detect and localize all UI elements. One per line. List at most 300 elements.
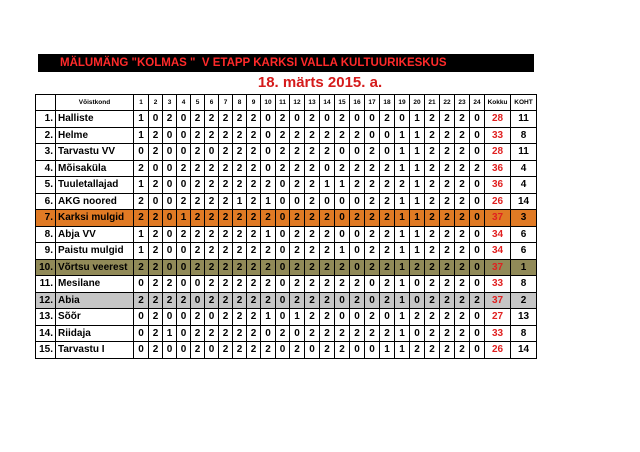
row-number: 13.: [36, 309, 56, 326]
score-cell: 2: [247, 210, 261, 227]
score-cell: 2: [191, 325, 205, 342]
score-cell: 1: [290, 309, 305, 326]
score-cell: 2: [261, 276, 276, 293]
score-cell: 2: [440, 177, 455, 194]
score-cell: 0: [365, 342, 380, 359]
score-cell: 2: [290, 127, 305, 144]
score-cell: 2: [365, 309, 380, 326]
score-cell: 2: [320, 342, 335, 359]
score-cell: 2: [335, 342, 350, 359]
score-cell: 2: [425, 210, 440, 227]
header-round-21: 21: [425, 95, 440, 111]
score-cell: 2: [425, 243, 440, 260]
score-cell: 1: [177, 210, 191, 227]
place: 4: [511, 177, 537, 194]
score-cell: 1: [410, 243, 425, 260]
score-cell: 1: [410, 127, 425, 144]
table-row: [36, 226, 537, 243]
header-round-16: 16: [350, 95, 365, 111]
score-cell: 2: [320, 325, 335, 342]
score-cell: 2: [191, 193, 205, 210]
total-score: 26: [485, 193, 511, 210]
score-cell: 2: [219, 111, 233, 128]
score-cell: 2: [261, 292, 276, 309]
score-cell: 2: [205, 226, 219, 243]
score-cell: 2: [219, 210, 233, 227]
table-row: [36, 292, 537, 309]
score-cell: 2: [335, 276, 350, 293]
score-cell: 0: [470, 193, 485, 210]
score-cell: 1: [163, 325, 177, 342]
score-cell: 2: [233, 177, 247, 194]
score-cell: 2: [440, 144, 455, 161]
score-cell: 2: [233, 342, 247, 359]
event-date: 18. märts 2015. a.: [257, 74, 383, 91]
score-cell: 0: [350, 193, 365, 210]
score-cell: 0: [276, 226, 290, 243]
score-cell: 2: [233, 210, 247, 227]
score-cell: 2: [149, 309, 163, 326]
score-cell: 0: [320, 160, 335, 177]
score-cell: 2: [380, 259, 395, 276]
score-cell: 2: [134, 193, 149, 210]
score-cell: 0: [350, 259, 365, 276]
score-cell: 0: [335, 210, 350, 227]
score-cell: 2: [149, 144, 163, 161]
score-cell: 2: [320, 309, 335, 326]
score-cell: 0: [134, 276, 149, 293]
score-cell: 2: [205, 193, 219, 210]
score-cell: 2: [149, 342, 163, 359]
score-cell: 2: [149, 210, 163, 227]
score-cell: 0: [149, 111, 163, 128]
place: 2: [511, 292, 537, 309]
score-cell: 2: [219, 243, 233, 260]
score-cell: 2: [320, 226, 335, 243]
score-cell: 2: [276, 127, 290, 144]
score-cell: 1: [261, 226, 276, 243]
score-cell: 2: [425, 309, 440, 326]
score-cell: 2: [440, 276, 455, 293]
score-cell: 2: [191, 160, 205, 177]
score-cell: 2: [380, 226, 395, 243]
row-number: 11.: [36, 276, 56, 293]
score-cell: 2: [276, 144, 290, 161]
header-round-18: 18: [380, 95, 395, 111]
score-cell: 2: [149, 259, 163, 276]
score-cell: 2: [425, 127, 440, 144]
table-row: [36, 193, 537, 210]
score-cell: 2: [440, 309, 455, 326]
score-cell: 2: [455, 325, 470, 342]
score-cell: 2: [205, 177, 219, 194]
table-row: [36, 276, 537, 293]
header-round-8: 8: [233, 95, 247, 111]
score-cell: 2: [365, 160, 380, 177]
score-cell: 2: [350, 210, 365, 227]
score-cell: 0: [149, 160, 163, 177]
score-cell: 1: [134, 127, 149, 144]
score-cell: 2: [276, 325, 290, 342]
score-cell: 2: [191, 243, 205, 260]
row-number: 8.: [36, 226, 56, 243]
score-cell: 0: [290, 111, 305, 128]
score-cell: 2: [177, 292, 191, 309]
table-row: [36, 309, 537, 326]
score-cell: 1: [395, 127, 410, 144]
score-cell: 0: [470, 210, 485, 227]
score-cell: 0: [261, 325, 276, 342]
score-cell: 2: [233, 144, 247, 161]
header-round-13: 13: [305, 95, 320, 111]
score-cell: 1: [261, 193, 276, 210]
total-score: 28: [485, 144, 511, 161]
row-number: 15.: [36, 342, 56, 359]
team-name: Tuuletallajad: [56, 177, 134, 194]
score-cell: 2: [247, 259, 261, 276]
score-cell: 1: [380, 342, 395, 359]
score-cell: 2: [163, 292, 177, 309]
score-cell: 2: [365, 226, 380, 243]
place: 1: [511, 259, 537, 276]
score-cell: 1: [134, 111, 149, 128]
header-round-6: 6: [205, 95, 219, 111]
score-cell: 2: [305, 243, 320, 260]
score-cell: 2: [395, 177, 410, 194]
header-round-15: 15: [335, 95, 350, 111]
score-cell: 1: [395, 309, 410, 326]
score-cell: 2: [455, 127, 470, 144]
total-score: 33: [485, 325, 511, 342]
score-cell: 0: [276, 309, 290, 326]
score-cell: 2: [440, 210, 455, 227]
row-number: 5.: [36, 177, 56, 194]
score-cell: 0: [276, 342, 290, 359]
team-name: Halliste: [56, 111, 134, 128]
score-cell: 2: [350, 292, 365, 309]
score-cell: 0: [410, 325, 425, 342]
team-name: Abja VV: [56, 226, 134, 243]
score-cell: 2: [149, 292, 163, 309]
score-cell: 2: [365, 177, 380, 194]
score-cell: 2: [233, 276, 247, 293]
score-cell: 2: [440, 342, 455, 359]
row-number: 12.: [36, 292, 56, 309]
score-cell: 0: [470, 226, 485, 243]
score-cell: 2: [233, 309, 247, 326]
score-cell: 0: [177, 276, 191, 293]
score-cell: 0: [290, 325, 305, 342]
score-cell: 2: [205, 292, 219, 309]
team-name: Helme: [56, 127, 134, 144]
place: 3: [511, 210, 537, 227]
score-cell: 2: [455, 226, 470, 243]
score-cell: 2: [425, 111, 440, 128]
team-name: Abia: [56, 292, 134, 309]
score-cell: 2: [440, 111, 455, 128]
row-number: 1.: [36, 111, 56, 128]
score-cell: 2: [440, 292, 455, 309]
score-cell: 0: [470, 309, 485, 326]
score-cell: 2: [335, 127, 350, 144]
header-round-2: 2: [149, 95, 163, 111]
score-cell: 2: [425, 259, 440, 276]
score-cell: 0: [335, 144, 350, 161]
row-number: 2.: [36, 127, 56, 144]
score-cell: 2: [320, 243, 335, 260]
score-cell: 2: [177, 160, 191, 177]
score-cell: 2: [305, 210, 320, 227]
score-cell: 2: [320, 276, 335, 293]
score-cell: 2: [219, 144, 233, 161]
score-cell: 2: [261, 259, 276, 276]
score-cell: 0: [177, 309, 191, 326]
score-cell: 2: [470, 292, 485, 309]
score-cell: 2: [290, 342, 305, 359]
total-score: 33: [485, 127, 511, 144]
score-cell: 2: [455, 292, 470, 309]
score-cell: 2: [261, 342, 276, 359]
score-cell: 2: [233, 111, 247, 128]
score-cell: 0: [470, 243, 485, 260]
score-cell: 0: [350, 144, 365, 161]
score-cell: 2: [177, 193, 191, 210]
score-cell: 0: [177, 111, 191, 128]
header-round-23: 23: [455, 95, 470, 111]
score-cell: 2: [149, 276, 163, 293]
score-cell: 1: [410, 177, 425, 194]
score-cell: 2: [425, 325, 440, 342]
score-cell: 2: [233, 325, 247, 342]
score-cell: 2: [440, 193, 455, 210]
score-cell: 2: [305, 309, 320, 326]
score-cell: 2: [219, 325, 233, 342]
score-cell: 2: [247, 177, 261, 194]
score-cell: 2: [425, 144, 440, 161]
row-number: 7.: [36, 210, 56, 227]
score-cell: 0: [380, 144, 395, 161]
score-cell: 2: [149, 177, 163, 194]
score-cell: 2: [247, 342, 261, 359]
score-cell: 2: [305, 127, 320, 144]
score-cell: 2: [290, 144, 305, 161]
score-cell: 2: [380, 243, 395, 260]
score-cell: 2: [335, 160, 350, 177]
score-cell: 2: [191, 177, 205, 194]
score-cell: 2: [290, 243, 305, 260]
score-cell: 1: [395, 276, 410, 293]
total-score: 36: [485, 160, 511, 177]
score-cell: 0: [335, 226, 350, 243]
score-cell: 2: [191, 144, 205, 161]
score-cell: 0: [470, 276, 485, 293]
score-cell: 0: [335, 292, 350, 309]
score-cell: 2: [233, 292, 247, 309]
score-cell: 2: [219, 342, 233, 359]
score-cell: 0: [205, 309, 219, 326]
score-cell: 2: [247, 309, 261, 326]
score-cell: 1: [395, 193, 410, 210]
place: 13: [511, 309, 537, 326]
score-cell: 0: [149, 193, 163, 210]
score-cell: 2: [233, 243, 247, 260]
score-cell: 0: [177, 127, 191, 144]
header-round-11: 11: [276, 95, 290, 111]
score-cell: 0: [350, 342, 365, 359]
score-cell: 2: [440, 259, 455, 276]
score-cell: 2: [191, 226, 205, 243]
score-cell: 2: [410, 309, 425, 326]
score-cell: 2: [219, 160, 233, 177]
place: 14: [511, 193, 537, 210]
score-cell: 2: [205, 111, 219, 128]
score-cell: 2: [276, 111, 290, 128]
team-name: Tarvastu VV: [56, 144, 134, 161]
score-cell: 2: [440, 243, 455, 260]
score-cell: 2: [134, 160, 149, 177]
score-cell: 2: [380, 160, 395, 177]
score-cell: 0: [261, 111, 276, 128]
score-cell: 2: [335, 111, 350, 128]
score-cell: 0: [290, 193, 305, 210]
score-cell: 2: [290, 276, 305, 293]
score-cell: 2: [205, 243, 219, 260]
team-name: Sõõr: [56, 309, 134, 326]
score-cell: 2: [177, 226, 191, 243]
score-cell: 2: [163, 276, 177, 293]
score-cell: 2: [149, 325, 163, 342]
score-cell: 2: [425, 160, 440, 177]
total-score: 33: [485, 276, 511, 293]
header-round-20: 20: [410, 95, 425, 111]
score-cell: 0: [276, 210, 290, 227]
total-score: 27: [485, 309, 511, 326]
score-cell: 1: [134, 243, 149, 260]
score-cell: 2: [335, 325, 350, 342]
score-cell: 0: [177, 259, 191, 276]
score-cell: 1: [395, 160, 410, 177]
team-name: AKG noored: [56, 193, 134, 210]
score-cell: 2: [350, 160, 365, 177]
score-cell: 2: [365, 210, 380, 227]
score-cell: 2: [149, 243, 163, 260]
score-cell: 2: [163, 111, 177, 128]
score-cell: 2: [219, 276, 233, 293]
score-cell: 1: [395, 144, 410, 161]
score-cell: 0: [177, 177, 191, 194]
score-cell: 0: [163, 160, 177, 177]
header-team: Võistkond: [56, 95, 134, 111]
header-round-22: 22: [440, 95, 455, 111]
score-cell: 2: [380, 111, 395, 128]
score-cell: 2: [290, 177, 305, 194]
place: 8: [511, 127, 537, 144]
table-row: [36, 342, 537, 359]
total-score: 37: [485, 292, 511, 309]
place: 8: [511, 325, 537, 342]
score-cell: 2: [219, 259, 233, 276]
score-cell: 2: [380, 177, 395, 194]
total-score: 36: [485, 177, 511, 194]
score-cell: 2: [455, 243, 470, 260]
row-number: 10.: [36, 259, 56, 276]
score-cell: 2: [455, 111, 470, 128]
total-score: 34: [485, 226, 511, 243]
score-cell: 2: [247, 193, 261, 210]
score-cell: 2: [219, 309, 233, 326]
score-cell: 2: [335, 259, 350, 276]
score-cell: 0: [276, 193, 290, 210]
score-cell: 0: [163, 144, 177, 161]
score-cell: 2: [305, 259, 320, 276]
score-cell: 1: [395, 210, 410, 227]
score-cell: 2: [290, 210, 305, 227]
table-row: [36, 160, 537, 177]
score-cell: 2: [205, 259, 219, 276]
score-cell: 2: [247, 226, 261, 243]
score-cell: 0: [470, 144, 485, 161]
score-cell: 0: [395, 111, 410, 128]
score-cell: 0: [365, 292, 380, 309]
score-cell: 2: [191, 127, 205, 144]
header-round-12: 12: [290, 95, 305, 111]
score-cell: 2: [440, 127, 455, 144]
score-cell: 0: [365, 111, 380, 128]
row-number: 3.: [36, 144, 56, 161]
table-header-row: [36, 95, 537, 111]
header-round-1: 1: [134, 95, 149, 111]
score-cell: 2: [365, 259, 380, 276]
score-cell: 2: [425, 193, 440, 210]
score-cell: 0: [276, 259, 290, 276]
score-cell: 1: [410, 210, 425, 227]
score-cell: 0: [177, 243, 191, 260]
place: 6: [511, 226, 537, 243]
score-cell: 2: [455, 259, 470, 276]
score-cell: 2: [233, 160, 247, 177]
score-cell: 2: [219, 177, 233, 194]
score-cell: 0: [276, 276, 290, 293]
score-cell: 2: [261, 177, 276, 194]
place: 8: [511, 276, 537, 293]
header-round-9: 9: [247, 95, 261, 111]
total-score: 37: [485, 259, 511, 276]
score-cell: 1: [410, 160, 425, 177]
score-cell: 1: [335, 243, 350, 260]
score-cell: 2: [261, 210, 276, 227]
score-cell: 2: [134, 210, 149, 227]
score-cell: 2: [247, 276, 261, 293]
score-cell: 0: [350, 243, 365, 260]
header-round-7: 7: [219, 95, 233, 111]
score-cell: 2: [290, 160, 305, 177]
score-cell: 0: [470, 127, 485, 144]
place: 14: [511, 342, 537, 359]
score-cell: 0: [163, 177, 177, 194]
score-cell: 2: [219, 193, 233, 210]
score-cell: 2: [290, 259, 305, 276]
score-cell: 2: [320, 127, 335, 144]
score-cell: 0: [320, 111, 335, 128]
score-cell: 0: [163, 193, 177, 210]
score-cell: 2: [305, 111, 320, 128]
score-cell: 2: [455, 342, 470, 359]
header-total: Kokku: [485, 95, 511, 111]
score-cell: 0: [177, 144, 191, 161]
place: 4: [511, 160, 537, 177]
score-cell: 2: [205, 325, 219, 342]
table-row: [36, 325, 537, 342]
